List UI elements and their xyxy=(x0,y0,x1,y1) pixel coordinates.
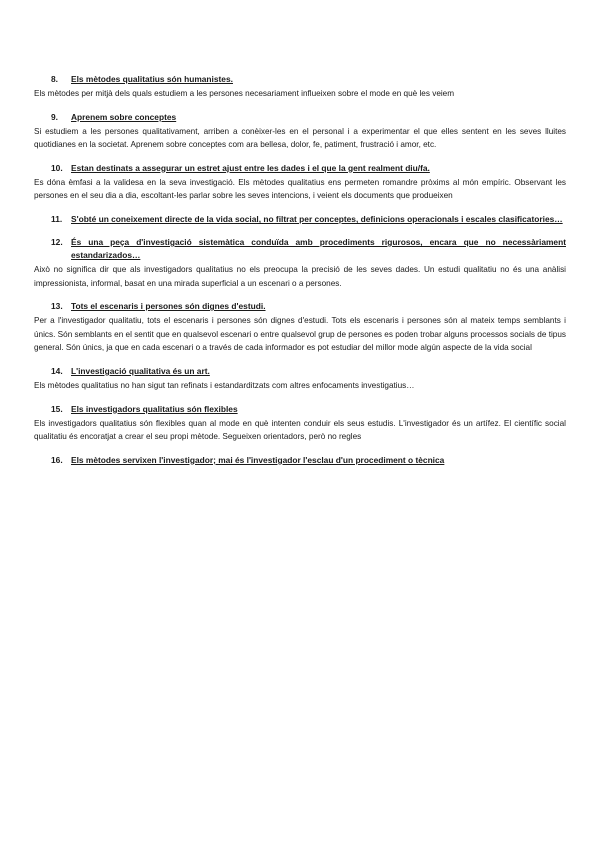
item-number: 16. xyxy=(51,454,63,465)
item-title: Tots el escenaris i persones són dignes d'estudi. xyxy=(71,301,266,312)
list-item-11 xyxy=(34,213,566,226)
item-heading xyxy=(34,213,566,226)
item-number: 10. xyxy=(51,162,63,173)
item-title: Estan destinats a assegurar un estret ajust entre les dades i el que la gent realment diu/fa. xyxy=(71,162,430,173)
document-content xyxy=(34,73,566,477)
list-item-8 xyxy=(34,73,566,101)
item-title: S'obté un coneixement directe de la vida social, no filtrat per conceptes, definicions operacionals i escales clasificatories… xyxy=(71,213,563,224)
item-number: 9. xyxy=(51,111,58,122)
item-heading xyxy=(34,403,566,416)
item-heading xyxy=(34,236,566,262)
list-item-13 xyxy=(34,300,566,355)
item-title: Els mètodes qualitatius són humanistes. xyxy=(71,74,233,84)
item-body: Això no significa dir que als investigadors qualitatius no els preocupa la precisió de les seves dades. Un estudi qualitatiu no és una anàlisi impressionista, informal, basat en una mirada superficial a un escenari o a persones. xyxy=(34,264,566,288)
item-title: L'investigació qualitativa és un art. xyxy=(71,365,210,376)
item-body: Els mètodes per mitjà dels quals estudiem a les persones necesariament influeixen sobre el mode en què les veiem xyxy=(34,89,455,98)
list-item-16 xyxy=(34,454,566,467)
list-item-15 xyxy=(34,403,566,444)
item-heading xyxy=(34,162,566,175)
item-title: Aprenem sobre conceptes xyxy=(71,111,177,122)
item-number: 12. xyxy=(51,236,63,247)
item-title: Els mètodes servixen l'investigador; mai és l'investigador l'esclau d'un procediment o tècnica xyxy=(71,454,445,465)
item-title: És una peça d'investigació sistemàtica conduïda amb procediments rigurosos, encara que no necessàriament estandarizados… xyxy=(71,236,566,260)
item-title: Els investigadors qualitatius són flexibles xyxy=(71,403,238,414)
list-item-12 xyxy=(34,236,566,290)
item-heading xyxy=(34,300,566,313)
item-heading xyxy=(34,73,566,86)
item-number: 14. xyxy=(51,365,63,376)
item-body: Es dóna èmfasi a la validesa en la seva investigació. Els mètodes qualitatius ens permeten romandre pròxims al món empíric. Observant les persones en el seu dia a dia, escoltant-les parlar sobre les seves intencions, i veient els documents que produeixen xyxy=(34,177,566,201)
list-item-10 xyxy=(34,162,566,203)
item-number: 11. xyxy=(51,213,63,224)
list-item-14 xyxy=(34,365,566,393)
item-heading xyxy=(34,365,566,378)
item-number: 13. xyxy=(51,301,63,312)
item-body: Si estudiem a les persones qualitativament, arriben a conèixer-les en el personal i a experimentar el que elles sentent en les seves lluites quotidianes en la societat. Aprenem sobre conceptes com ara bellesa, dolor, fe, patiment, frustració i amor, etc. xyxy=(34,126,566,150)
item-number: 8. xyxy=(51,74,58,84)
item-heading xyxy=(34,454,566,467)
item-body: Els investigadors qualitatius són flexibles quan al mode en què intenten conduir els seus estudis. L'investigador és un artífez. El científic social qualitatiu és encoratjat a crear el seu propi mètode. Segueixen orientadors, però no regles xyxy=(34,418,566,442)
list-item-9 xyxy=(34,111,566,152)
item-number: 15. xyxy=(51,403,63,414)
item-body: Els mètodes qualitatius no han sigut tan refinats i estandarditzats com altres enfocaments investigatius… xyxy=(34,380,415,390)
item-body: Per a l'investigador qualitatiu, tots el escenaris i persones són dignes d'estudi. Tots els escenaris i persones són al mateix temps semblants i únics. Són semblants en el sentit que en qualsevol escenari o entre qualsevol grup de persones es poden trobar alguns processos socials de tipus general. Són únics, ja que en cada escenari o a través de cada informador es pot estudiar del millor mode algún aspecte de la vida social xyxy=(34,316,566,353)
item-heading xyxy=(34,111,566,124)
